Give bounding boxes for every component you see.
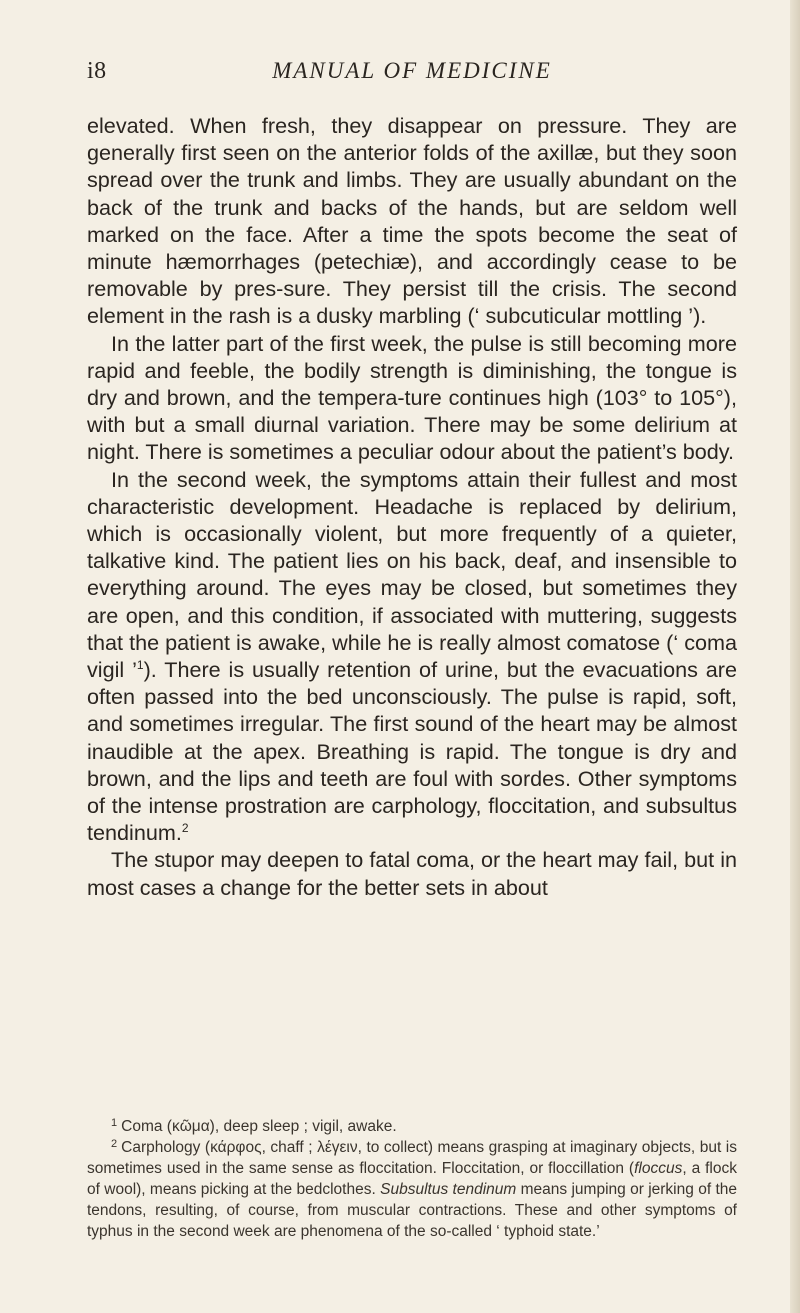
paragraph [87,466,737,847]
paragraph-text: In the second week, the symptoms attain their fullest and most characteristic development. Headache is replaced by delirium, which is occasionally violent, but more frequently of a quieter, talkative kind. The patient lies on his back, deaf, and insensible to everything around. The eyes may be closed, but sometimes they are open, and this condition, if associated with muttering, suggests that the patient is awake, while he is really almost comatose (‘ coma vigil ’ [87,466,737,683]
paragraph: In the latter part of the first week, the pulse is still becoming more rapid and feeble, the bodily strength is diminishing, the tongue is dry and brown, and the tempera-ture continues high (103° to 105°), with but a small diurnal variation. There may be some delirium at night. There is sometimes a peculiar odour about the patient’s body. [87,330,737,465]
paragraph-text: ). There is usually retention of urine, but the evacuations are often passed into the bed unconsciously. The pulse is rapid, soft, and sometimes irregular. The first sound of the heart may be almost inaudible at the apex. Breathing is rapid. The tongue is dry and brown, and the lips and teeth are foul with sordes. Other symptoms of the intense prostration are carphology, floccitation, and subsultus tendinum. [87,657,737,846]
footnote-mark: 2 [111,1138,118,1150]
running-head: MANUAL OF MEDICINE [272,58,552,83]
footnote-text: Carphology (κάρφος, chaff ; λέγειν, to collect) means grasping at imaginary objects, but is sometimes used in the same sense as floccitation. Floccitation, or floccillation ( [87,1139,737,1177]
footnote [87,1116,737,1137]
footnote-mark: 1 [111,1117,118,1129]
footnote-ref-1: 1 [136,658,144,673]
footnote-italic: Subsultus tendinum [380,1181,517,1198]
footnote-text: , a flock of wool), means picking at the bedclothes. [87,1160,737,1198]
page-header [87,58,737,92]
footnotes [87,1116,737,1242]
paragraph: elevated. When fresh, they disappear on pressure. They are generally first seen on the anterior folds of the axillæ, but they soon spread over the trunk and limbs. They are usually abundant on the back of the trunk and backs of the hands, but are seldom well marked on the face. After a time the spots become the seat of minute hæmorrhages (petechiæ), and accordingly cease to be removable by pres-sure. They persist till the crisis. The second element in the rash is a dusky marbling (‘ subcuticular mottling ’). [87,113,737,329]
page-number: i8 [87,58,107,84]
footnote-text: means jumping or jerking of the tendons, resulting, of course, from muscular contractions. These and other symptoms of typhus in the second week are phenomena of the so-called ‘ typhoid state.’ [87,1181,738,1240]
paragraph: The stupor may deepen to fatal coma, or the heart may fail, but in most cases a change for the better sets in about [87,847,737,900]
footnote-ref-2: 2 [181,821,189,836]
body-text [87,112,737,901]
footnote-italic: floccus [634,1160,683,1177]
footnote-text: Coma (κῶμα), deep sleep ; vigil, awake. [121,1118,397,1135]
page-edge [790,0,800,1313]
footnote [87,1137,737,1242]
